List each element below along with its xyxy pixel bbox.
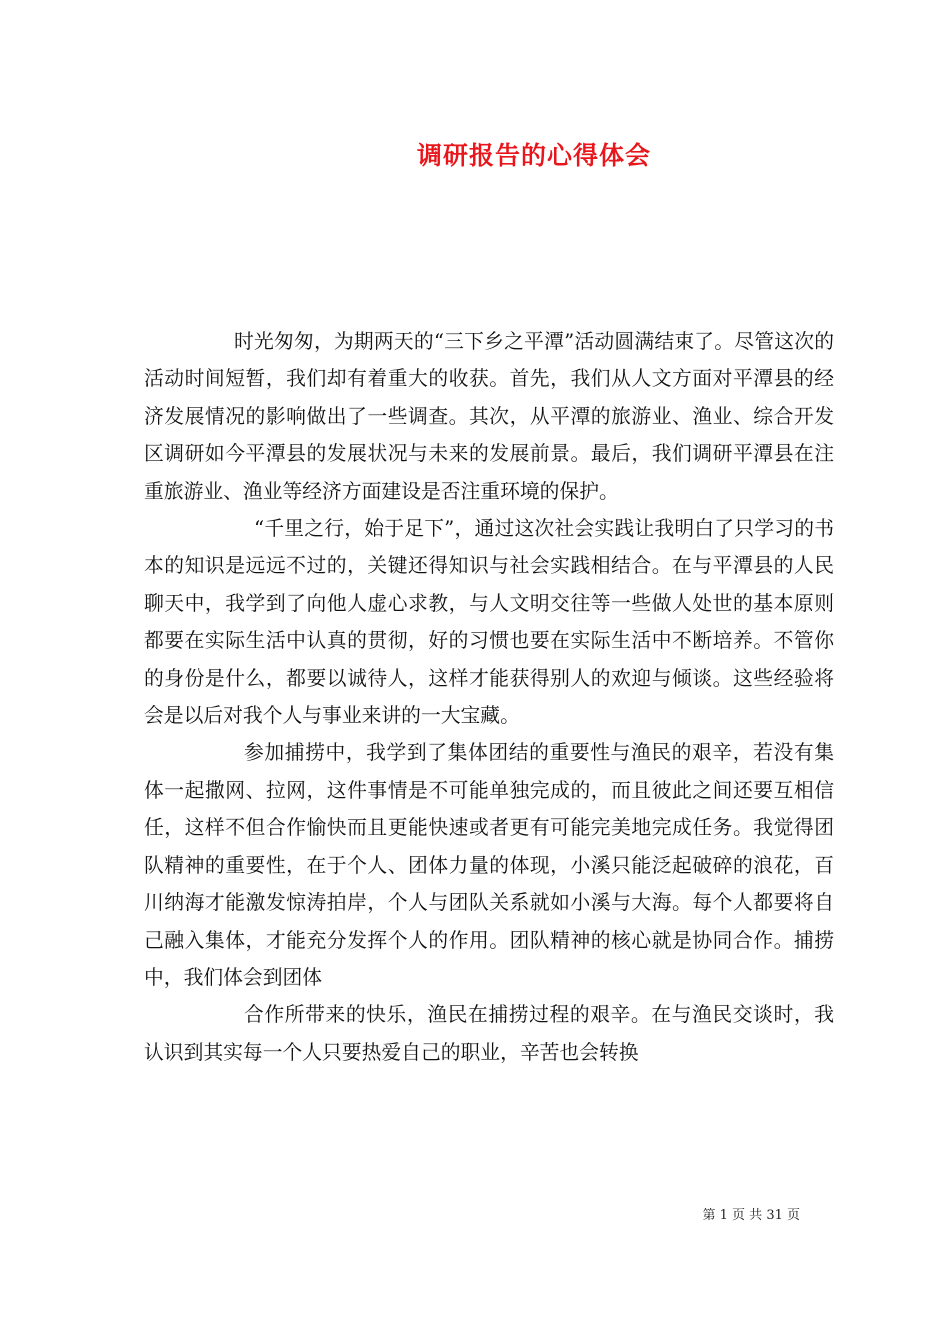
page-title: 调研报告的心得体会	[416, 141, 651, 170]
page-number-footer: 第 1 页 共 31 页	[702, 1208, 800, 1223]
paragraph-1: 时光匆匆，为期两天的“三下乡之平潭”活动圆满结束了。尽管这次的活动时间短暂，我们却有着重大的收获。首先，我们从人文方面对平潭县的经济发展情况的影响做出了一些调查。其次，从平潭的旅游业、渔业、综合开发区调研如今平潭县的发展状况与未来的发展前景。最后，我们调研平潭县在注重旅游业、渔业等经济方面建设是否注重环境的保护。	[144, 330, 834, 503]
paragraph-3: 参加捕捞中，我学到了集体团结的重要性与渔民的艰辛，若没有集体一起撒网、拉网，这件事情是不可能单独完成的，而且彼此之间还要互相信任，这样不但合作愉快而且更能快速或者更有可能完美地完成任务。我觉得团队精神的重要性，在于个人、团体力量的体现，小溪只能泛起破碎的浪花，百川纳海才能激发惊涛拍岸，个人与团队关系就如小溪与大海。每个人都要将自己融入集体，才能充分发挥个人的作用。团队精神的核心就是协同合作。捕捞中，我们体会到团体	[144, 741, 834, 989]
document-body	[144, 323, 834, 1071]
paragraph-4: 合作所带来的快乐，渔民在捕捞过程的艰辛。在与渔民交谈时，我认识到其实每一个人只要热爱自己的职业，辛苦也会转换	[144, 1003, 834, 1064]
paragraph-2: “千里之行，始于足下”，通过这次社会实践让我明白了只学习的书本的知识是远远不过的，关键还得知识与社会实践相结合。在与平潭县的人民聊天中，我学到了向他人虚心求教，与人文明交往等一些做人处世的基本原则都要在实际生活中认真的贯彻，好的习惯也要在实际生活中不断培养。不管你的身份是什么，都要以诚待人，这样才能获得别人的欢迎与倾谈。这些经验将会是以后对我个人与事业来讲的一大宝藏。	[144, 517, 834, 728]
